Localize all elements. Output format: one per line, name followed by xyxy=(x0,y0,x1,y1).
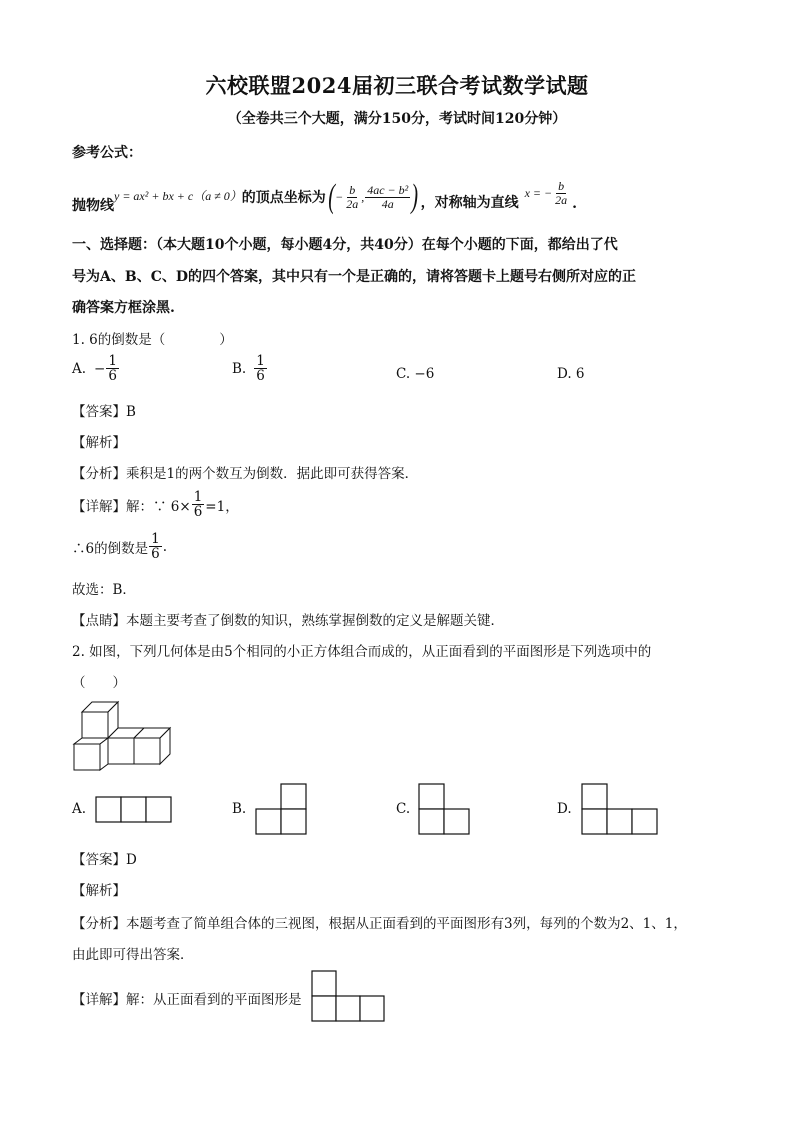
q2-detail xyxy=(72,988,302,1008)
reference-label: 参考公式： xyxy=(72,145,142,161)
q2-fenxi-tag: 【分析】 xyxy=(72,916,126,932)
q1-therefore-post: . xyxy=(162,538,167,555)
vertex-x-denominator: 2a xyxy=(346,196,359,211)
q1-choose: 故选：B． xyxy=(72,582,136,598)
q1-detail-tag: 【详解】 xyxy=(72,498,126,515)
vertex-y-numerator: 4ac − b² xyxy=(367,182,409,197)
q1-option-a-numerator: 1 xyxy=(108,353,117,369)
q2-stem-line2: （ ） xyxy=(72,675,126,691)
reference-formula xyxy=(72,172,577,222)
q1-option-a-label: A. xyxy=(72,360,87,377)
page-subtitle: （全卷共三个大题，满分150分，考试时间120分钟） xyxy=(227,111,567,127)
q2-fenxi-line1 xyxy=(72,912,687,932)
q2-cube-figure xyxy=(72,700,172,775)
axis-denominator: 2a xyxy=(555,192,568,207)
axis-lhs: x = − xyxy=(524,185,553,200)
q1-dianjing-text: 本题主要考查了倒数的知识，熟练掌握倒数的定义是解题关键． xyxy=(126,613,504,629)
q1-therefore-numerator: 1 xyxy=(151,531,160,547)
formula-prefix: 抛物线 xyxy=(72,198,114,214)
page-title: 六校联盟2024届初三联合考试数学试题 xyxy=(205,73,589,98)
q1-detail-denominator: 6 xyxy=(193,504,203,521)
q2-answer-tag: 【答案】 xyxy=(72,852,126,868)
q1-detail-numerator: 1 xyxy=(193,489,203,505)
q2-answer-value: D xyxy=(126,852,137,868)
q1-dianjing-tag: 【点睛】 xyxy=(72,613,126,629)
q2-analysis-tag: 【解析】 xyxy=(72,883,126,899)
q2-fenxi-text1: 本题考查了简单组合体的三视图，根据从正面看到的平面图形有3列，每列的个数为2、1、1， xyxy=(126,916,687,932)
q1-dianjing xyxy=(72,609,504,629)
q1-option-b-numerator: 1 xyxy=(256,353,265,369)
q1-detail-post: =1， xyxy=(205,498,239,515)
q1-analysis-tag: 【解析】 xyxy=(72,435,126,451)
section1-line2: 号为A、B、C、D的四个答案，其中只有一个是正确的，请将答题卡上题号右侧所对应的正 xyxy=(72,269,636,285)
q1-option-a-sign: − xyxy=(94,360,106,377)
q2-option-a-label[interactable]: A. xyxy=(72,801,87,817)
q2-answer xyxy=(72,848,137,868)
q1-detail xyxy=(72,490,239,519)
section1-line1: 一、选择题：（本大题10个小题，每小题4分，共40分）在每个小题的下面，都给出了代 xyxy=(72,237,618,253)
q1-therefore-denominator: 6 xyxy=(151,546,160,563)
q2-fenxi-line2: 由此即可得出答案． xyxy=(72,947,194,963)
vertex-coordinates: ( − $\frac{b}{2a}$ , $\frac{\text{4ac − b²}}{4a}$ ) xyxy=(328,178,419,215)
q2-detail-figure xyxy=(311,970,387,1022)
axis-formula xyxy=(525,180,571,206)
vertex-y-denominator: 4a xyxy=(381,196,394,211)
q1-option-b-label: B. xyxy=(232,360,247,377)
q2-detail-text: 解：从正面看到的平面图形是 xyxy=(126,992,302,1008)
parabola-equation: y = ax² + bx + c（a ≠ 0） xyxy=(114,188,242,203)
q1-fenxi-tag: 【分析】 xyxy=(72,466,126,482)
axis-numerator: b xyxy=(558,178,565,193)
q2-option-c-label[interactable]: C. xyxy=(396,801,411,817)
q1-therefore-pre: ∴6的倒数是 xyxy=(72,540,149,557)
q1-detail-pre: 解：∵ 6× xyxy=(126,498,191,515)
q2-option-d-figure[interactable] xyxy=(581,783,659,835)
q1-answer-tag: 【答案】 xyxy=(72,404,126,420)
q2-option-b-figure[interactable] xyxy=(255,783,308,835)
q2-option-c-figure[interactable] xyxy=(418,783,471,835)
q1-option-a-denominator: 6 xyxy=(108,368,117,385)
q1-fenxi-text: 乘积是1的两个数互为倒数．据此即可获得答案． xyxy=(126,466,419,482)
q1-option-d[interactable]: D. 6 xyxy=(557,366,585,382)
q1-therefore xyxy=(72,532,167,561)
q1-stem: 1. 6的倒数是（ ） xyxy=(72,332,233,348)
q1-option-c[interactable]: C. −6 xyxy=(396,366,435,382)
q2-option-b-label[interactable]: B. xyxy=(232,801,247,817)
vertex-x-numerator: b xyxy=(349,182,356,197)
axis-text: ，对称轴为直线 xyxy=(420,195,519,211)
q1-answer-value: B xyxy=(126,404,136,420)
q2-detail-tag: 【详解】 xyxy=(72,992,126,1008)
q1-option-b[interactable] xyxy=(232,354,268,383)
q1-option-a[interactable] xyxy=(72,354,120,383)
q1-fenxi xyxy=(72,462,418,482)
q2-option-d-label[interactable]: D. xyxy=(557,801,572,817)
axis-period: . xyxy=(572,196,577,212)
q2-stem-line1: 2. 如图，下列几何体是由5个相同的小正方体组合而成的，从正面看到的平面图形是下列选项中的 xyxy=(72,644,652,660)
q1-option-b-denominator: 6 xyxy=(256,368,265,385)
q1-answer xyxy=(72,400,136,420)
vertex-text: 的顶点坐标为 xyxy=(241,190,326,206)
q2-option-a-figure[interactable] xyxy=(95,796,172,823)
section1-line3: 确答案方框涂黑. xyxy=(72,300,175,316)
